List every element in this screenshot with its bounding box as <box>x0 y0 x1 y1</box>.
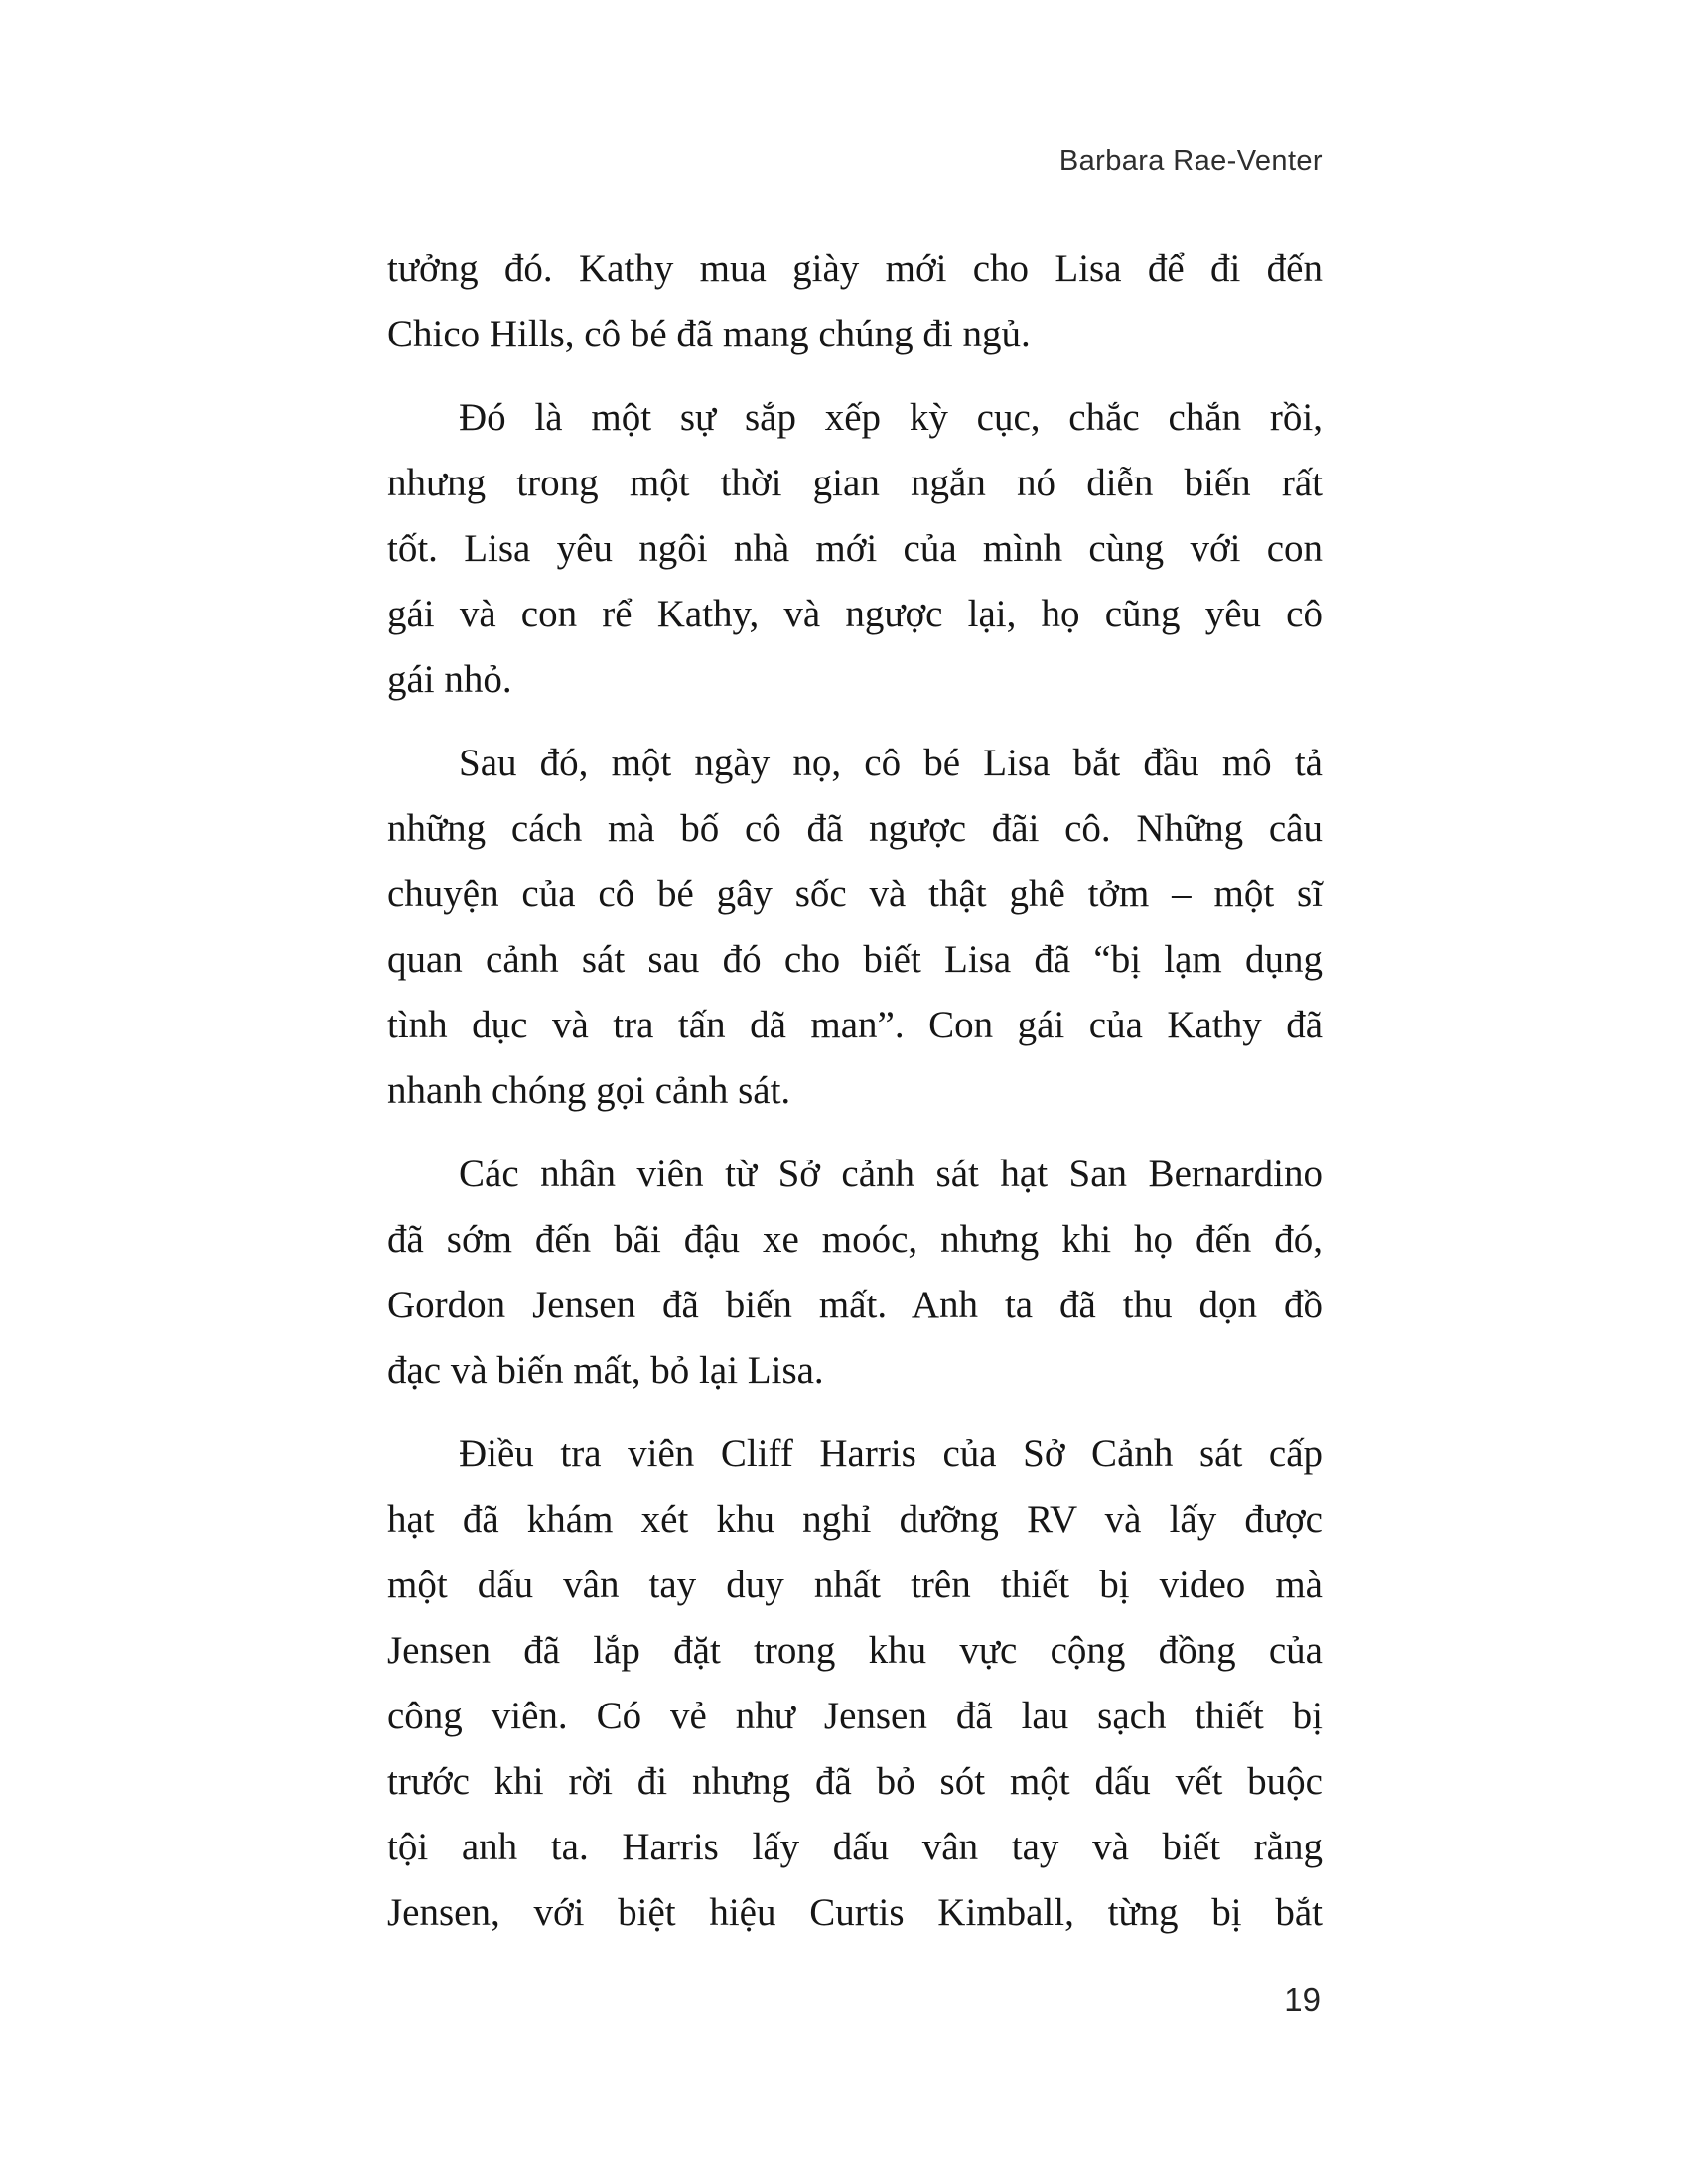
text-line: gái và con rể Kathy, và ngược lại, họ cũng yêu cô <box>387 593 1323 635</box>
page-body-text <box>387 236 1323 1946</box>
text-line: chuyện của cô bé gây sốc và thật ghê tởm – một sĩ <box>387 873 1323 915</box>
paragraph <box>387 731 1323 1124</box>
text-line: nhưng trong một thời gian ngắn nó diễn biến rất <box>387 462 1323 504</box>
text-line: Sau đó, một ngày nọ, cô bé Lisa bắt đầu mô tả <box>459 742 1323 784</box>
page-number: 19 <box>1284 1981 1321 2018</box>
text-line: gái nhỏ. <box>387 658 512 701</box>
text-line: Điều tra viên Cliff Harris của Sở Cảnh sát cấp <box>459 1433 1323 1475</box>
text-line: nhanh chóng gọi cảnh sát. <box>387 1069 791 1112</box>
text-line: Chico Hills, cô bé đã mang chúng đi ngủ. <box>387 313 1031 355</box>
text-line: đạc và biến mất, bỏ lại Lisa. <box>387 1349 824 1392</box>
text-line: tưởng đó. Kathy mua giày mới cho Lisa để đi đến <box>387 247 1323 290</box>
text-line: tốt. Lisa yêu ngôi nhà mới của mình cùng với con <box>387 527 1323 570</box>
text-line: công viên. Có vẻ như Jensen đã lau sạch thiết bị <box>387 1695 1323 1737</box>
paragraph <box>387 1422 1323 1946</box>
text-line: một dấu vân tay duy nhất trên thiết bị video mà <box>387 1564 1323 1606</box>
running-header: Barbara Rae-Venter <box>1058 145 1323 177</box>
text-line: Jensen, với biệt hiệu Curtis Kimball, từng bị bắt <box>387 1891 1323 1934</box>
paragraph <box>387 236 1323 367</box>
text-line: Gordon Jensen đã biến mất. Anh ta đã thu dọn đồ <box>387 1284 1323 1326</box>
text-line: quan cảnh sát sau đó cho biết Lisa đã “bị lạm dụng <box>387 938 1323 981</box>
text-line: Đó là một sự sắp xếp kỳ cục, chắc chắn rồi, <box>459 396 1323 439</box>
text-line: đã sớm đến bãi đậu xe moóc, nhưng khi họ đến đó, <box>387 1218 1323 1261</box>
text-line: Jensen đã lắp đặt trong khu vực cộng đồng của <box>387 1629 1323 1672</box>
text-line: Các nhân viên từ Sở cảnh sát hạt San Bernardino <box>459 1153 1323 1195</box>
text-line: tình dục và tra tấn dã man”. Con gái của Kathy đã <box>387 1004 1323 1046</box>
paragraph <box>387 385 1323 713</box>
text-line: những cách mà bố cô đã ngược đãi cô. Những câu <box>387 807 1323 850</box>
paragraph <box>387 1142 1323 1404</box>
text-line: tội anh ta. Harris lấy dấu vân tay và biết rằng <box>387 1826 1323 1868</box>
text-line: hạt đã khám xét khu nghỉ dưỡng RV và lấy được <box>387 1498 1323 1541</box>
text-line: trước khi rời đi nhưng đã bỏ sót một dấu vết buộc <box>387 1760 1323 1803</box>
